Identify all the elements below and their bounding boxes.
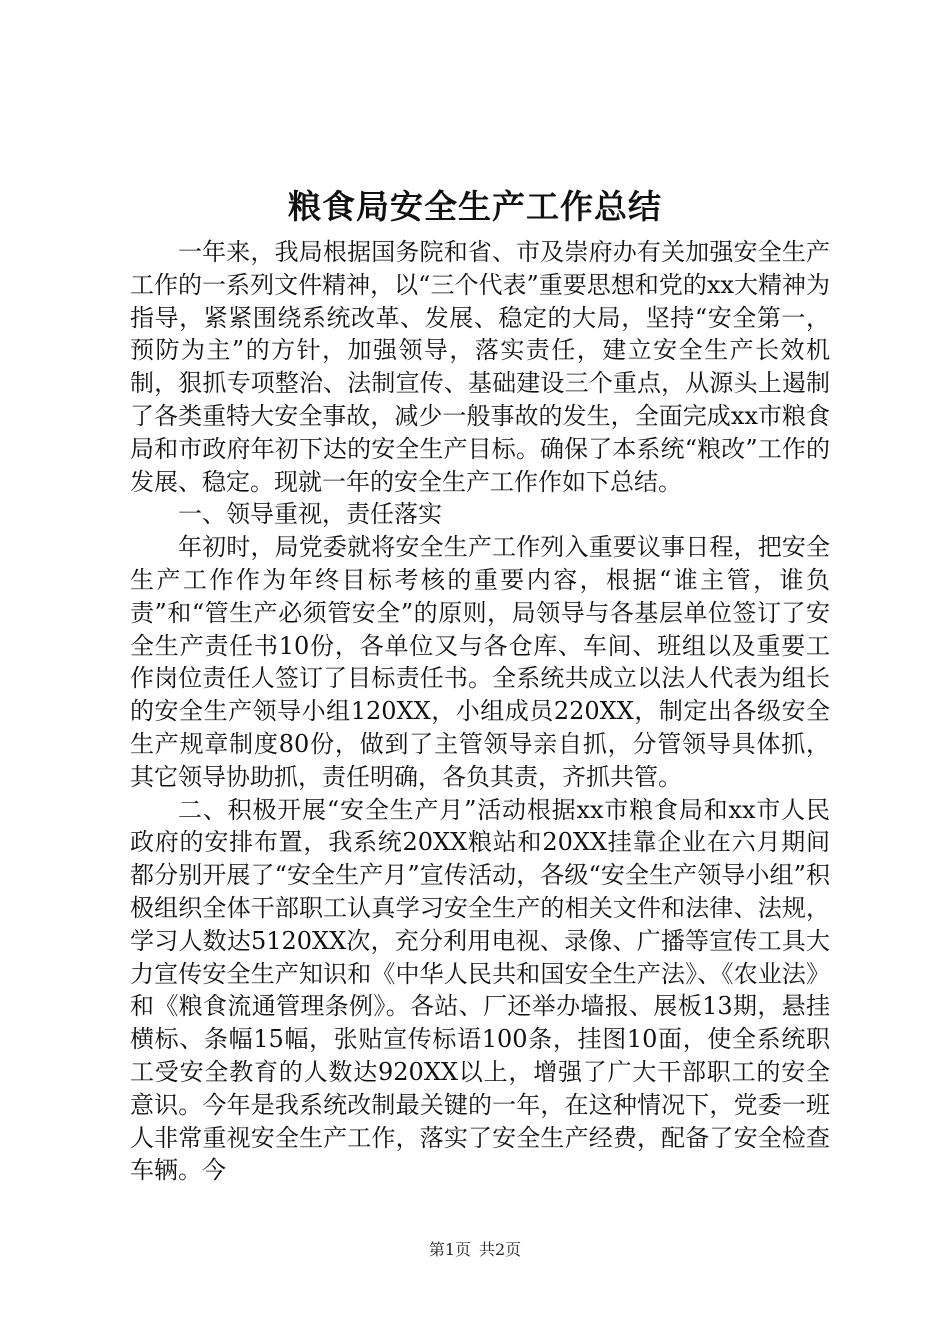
intro-paragraph: 一年来，我局根据国务院和省、市及崇府办有关加强安全生产工作的一系列文件精神，以“三个代表”重要思想和党的xx大精神为指导，紧紧围绕系统改革、发展、稳定的大局，坚持“安全第一，预防为主”的方针，加强领导，落实责任，建立安全生产长效机制，狠抓专项整治、法制宣传、基础建设三个重点，从源头上遏制了各类重特大安全事故，减少一般事故的发生，全面完成xx市粮食局和市政府年初下达的安全生产目标。确保了本系统“粮改”工作的发展、稳定。现就一年的安全生产工作作如下总结。 <box>130 238 830 496</box>
page-footer <box>0 1238 950 1262</box>
page-total: 共2页 <box>479 1240 522 1259</box>
page-number: 第1页 <box>428 1240 471 1259</box>
section-paragraph-leadership: 年初时，局党委就将安全生产工作列入重要议事日程，把安全生产工作作为年终目标考核的重要内容，根据“谁主管，谁负责”和“管生产必须管安全”的原则，局领导与各基层单位签订了安全生产责任书10份，各单位又与各仓库、车间、班组以及重要工作岗位责任人签订了目标责任书。全系统共成立以法人代表为组长的安全生产领导小组120XX，小组成员220XX，制定出各级安全生产规章制度80份，做到了主管领导亲自抓，分管领导具体抓，其它领导协助抓，责任明确，各负其责，齐抓共管。 <box>130 533 830 791</box>
section-paragraph-safety-month: 二、积极开展“安全生产月”活动根据xx市粮食局和xx市人民政府的安排布置，我系统20XX粮站和20XX挂靠企业在六月期间都分别开展了“安全生产月”宣传活动，各级“安全生产领导小组”积极组织全体干部职工认真学习安全生产的相关文件和法律、法规，学习人数达5120XX次，充分利用电视、录像、广播等宣传工具大力宣传安全生产知识和《中华人民共和国安全生产法》、《农业法》和《粮食流通管理条例》。各站、厂还举办墙报、展板13期，悬挂横标、条幅15幅，张贴宣传标语100条，挂图10面，使全系统职工受安全教育的人数达920XX以上，增强了广大干部职工的安全意识。今年是我系统改制最关键的一年，在这种情况下，党委一班人非常重视安全生产工作，落实了安全生产经费，配备了安全检查车辆。今 <box>130 795 830 1185</box>
document-title: 粮食局安全生产工作总结 <box>288 187 662 226</box>
document-body <box>130 236 830 1187</box>
section-heading-leadership: 一、领导重视，责任落实 <box>178 500 442 529</box>
